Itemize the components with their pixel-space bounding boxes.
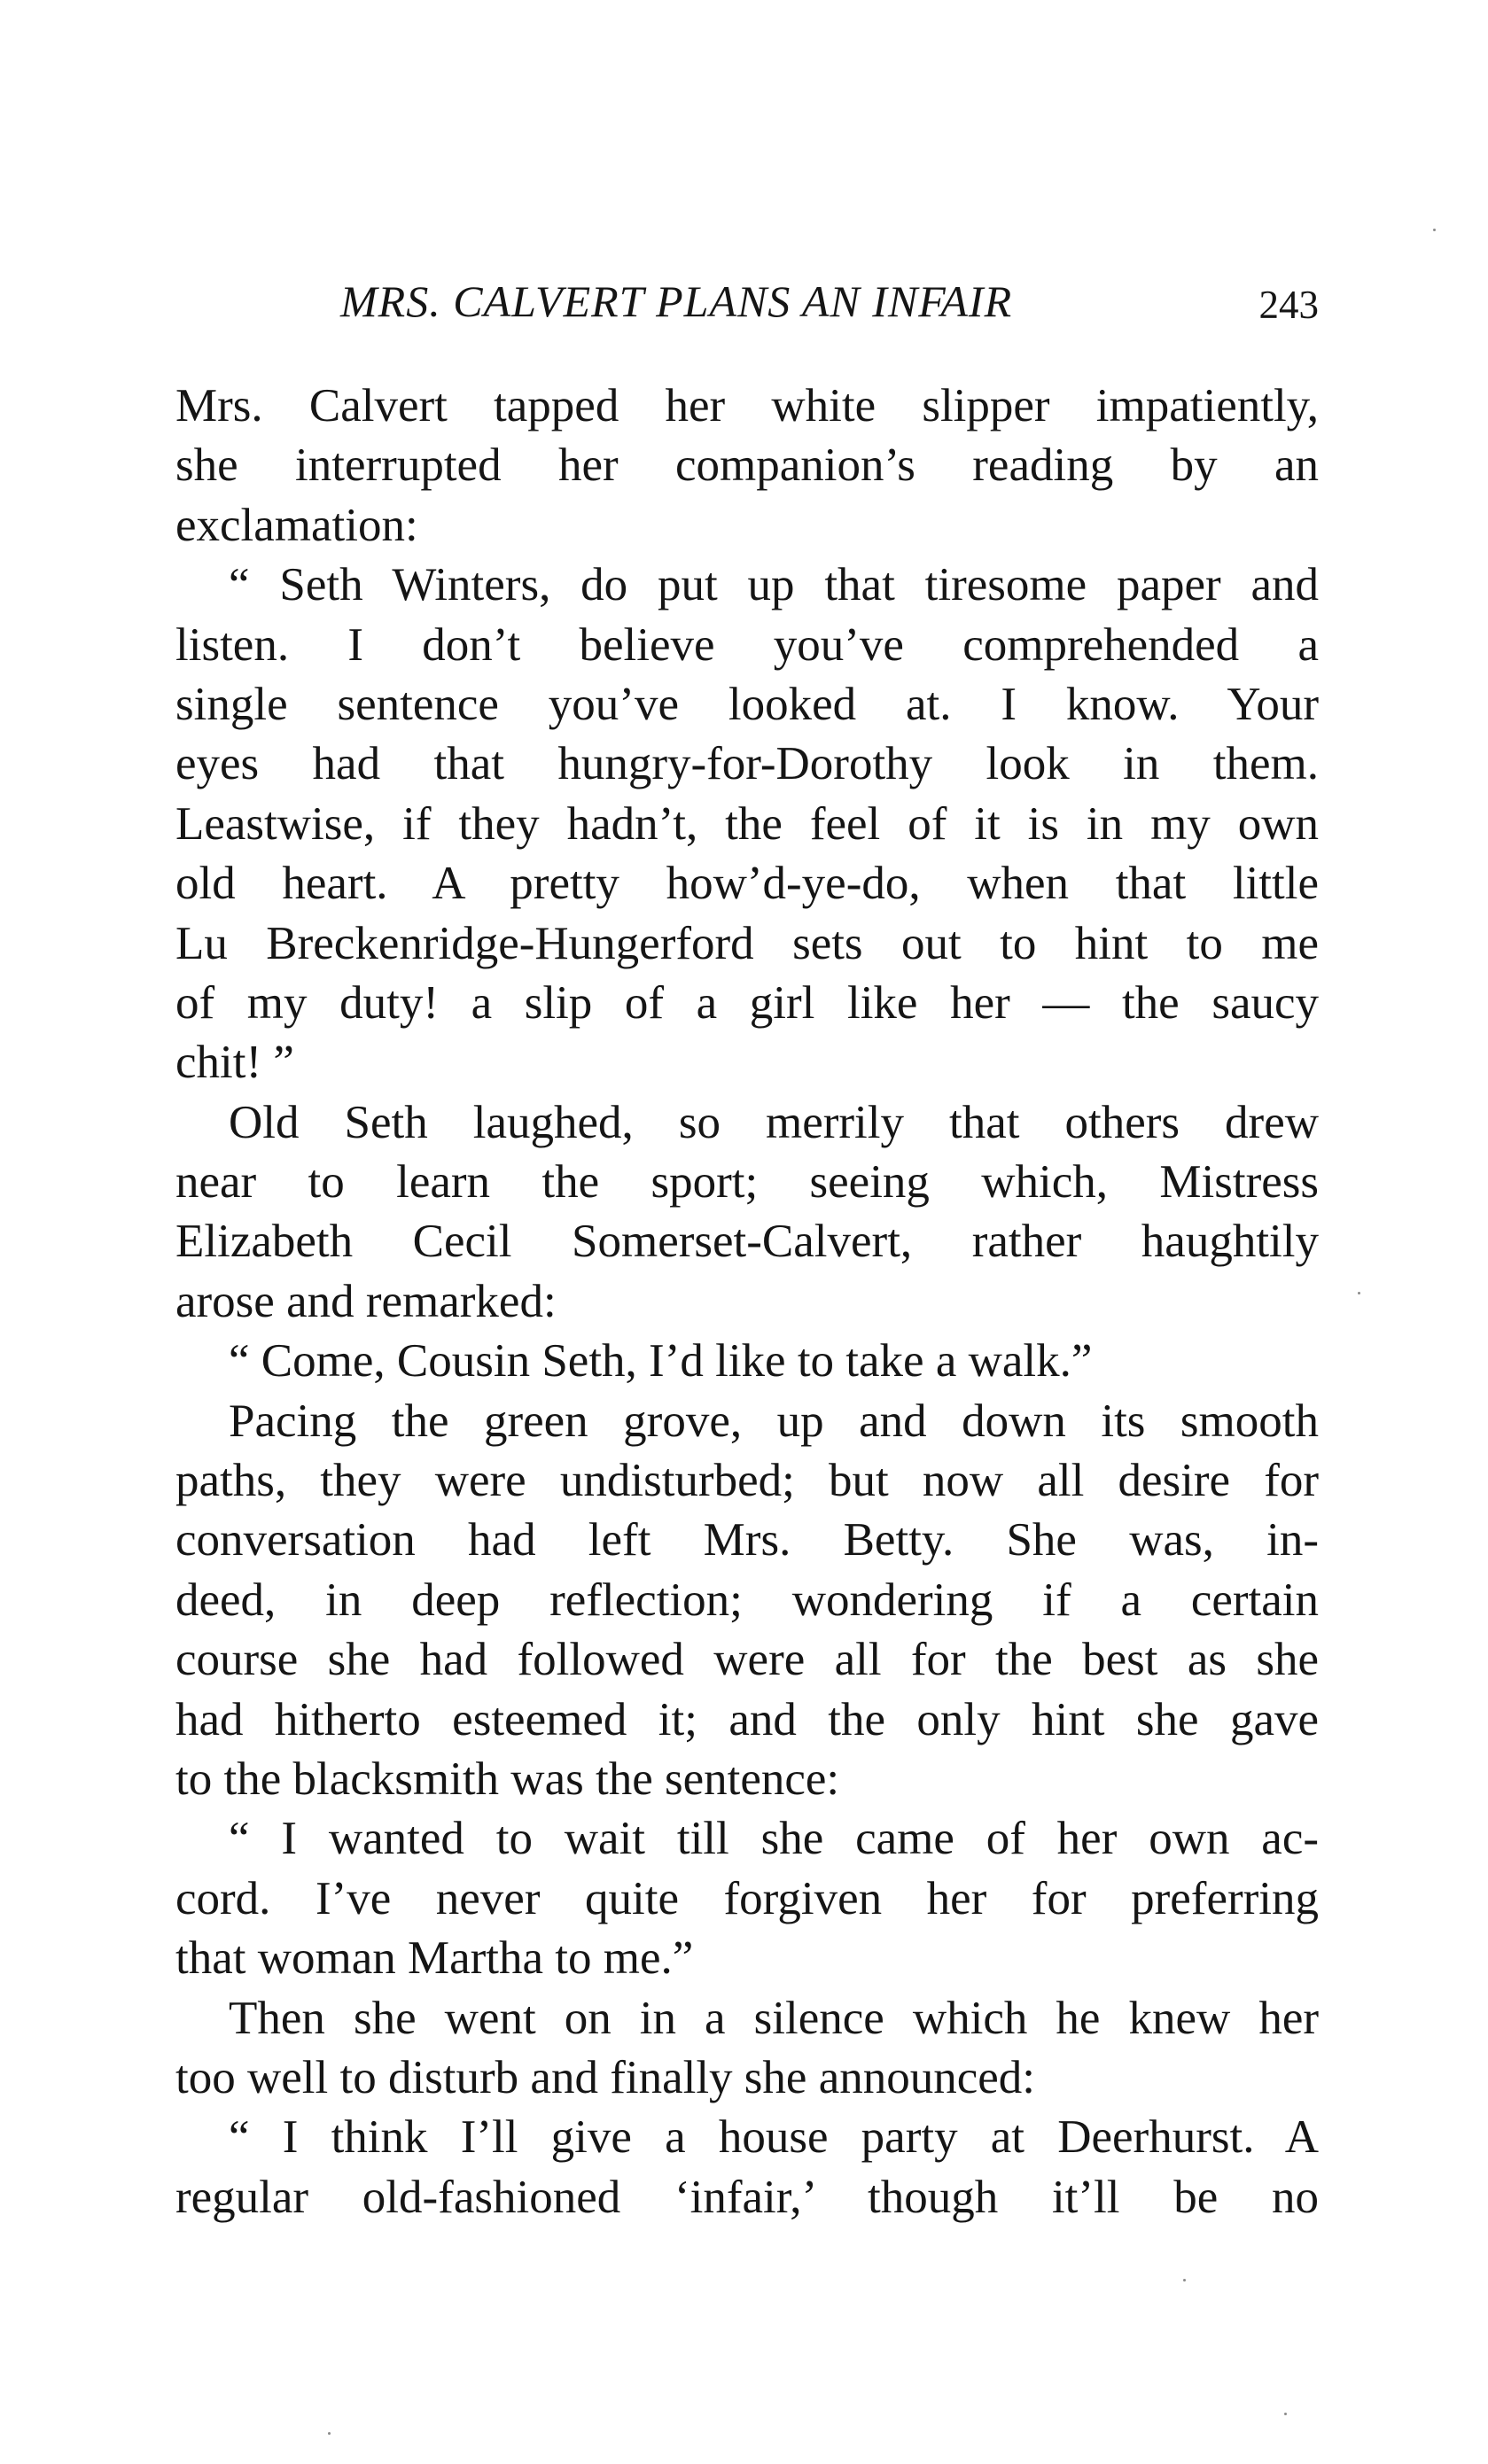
page-number: 243 — [1258, 283, 1319, 327]
running-title: MRS. CALVERT PLANS AN INFAIR — [340, 276, 1013, 326]
text-line: single sentence you’ve looked at. I know. Your — [175, 678, 1319, 730]
text-line: near to learn the sport; seeing which, Mistress — [175, 1156, 1319, 1209]
text-line: “ I think I’ll give a house party at Deerhurst. A — [229, 2111, 1319, 2164]
text-line: “ Seth Winters, do put up that tiresome paper and — [229, 559, 1319, 611]
text-line: Pacing the green grove, up and down its smooth — [229, 1395, 1319, 1447]
running-header — [175, 275, 1319, 328]
scan-speck — [1433, 229, 1436, 231]
text-line: cord. I’ve never quite forgiven her for preferring — [175, 1872, 1319, 1924]
text-line: listen. I don’t believe you’ve comprehended a — [175, 618, 1319, 671]
text-line: had hitherto esteemed it; and the only hint she gave — [175, 1693, 1319, 1745]
text-line: Then she went on in a silence which he knew her — [229, 1992, 1319, 2044]
text-line: arose and remarked: — [175, 1275, 557, 1327]
text-line: conversation had left Mrs. Betty. She was, in- — [175, 1514, 1319, 1566]
text-line: Mrs. Calvert tapped her white slipper impatiently, — [175, 380, 1319, 431]
text-line: exclamation: — [175, 499, 418, 551]
text-line: paths, they were undisturbed; but now all desire for — [175, 1455, 1319, 1507]
text-line: “ Come, Cousin Seth, I’d like to take a walk.” — [229, 1335, 1093, 1387]
text-line: to the blacksmith was the sentence: — [175, 1753, 840, 1805]
text-line: regular old-fashioned ‘infair,’ though it’ll be no — [175, 2171, 1319, 2223]
text-line: chit! ” — [175, 1037, 294, 1089]
text-line: course she had followed were all for the best as she — [175, 1634, 1319, 1686]
text-line: Leastwise, if they hadn’t, the feel of it is in my own — [175, 797, 1319, 850]
text-line: of my duty! a slip of a girl like her — the saucy — [175, 976, 1319, 1029]
body-text — [175, 377, 1319, 2227]
scan-speck — [328, 2432, 331, 2435]
scan-speck — [1358, 1292, 1360, 1294]
text-line: Old Seth laughed, so merrily that others drew — [229, 1096, 1319, 1148]
text-line: eyes had that hungry-for-Dorothy look in them. — [175, 738, 1319, 790]
scan-speck — [1183, 2279, 1186, 2281]
text-line: Lu Breckenridge-Hungerford sets out to hint to me — [175, 917, 1319, 969]
text-line: Elizabeth Cecil Somerset-Calvert, rather haughtily — [175, 1216, 1319, 1268]
scan-speck — [1284, 2413, 1287, 2415]
text-line: “ I wanted to wait till she came of her own ac- — [229, 1813, 1319, 1865]
text-line: that woman Martha to me.” — [175, 1932, 694, 1985]
text-line: deed, in deep reflection; wondering if a certain — [175, 1574, 1319, 1626]
text-line: too well to disturb and finally she announced: — [175, 2051, 1035, 2103]
text-line: old heart. A pretty how’d-ye-do, when that little — [175, 858, 1319, 910]
text-line: she interrupted her companion’s reading by an — [175, 439, 1319, 492]
